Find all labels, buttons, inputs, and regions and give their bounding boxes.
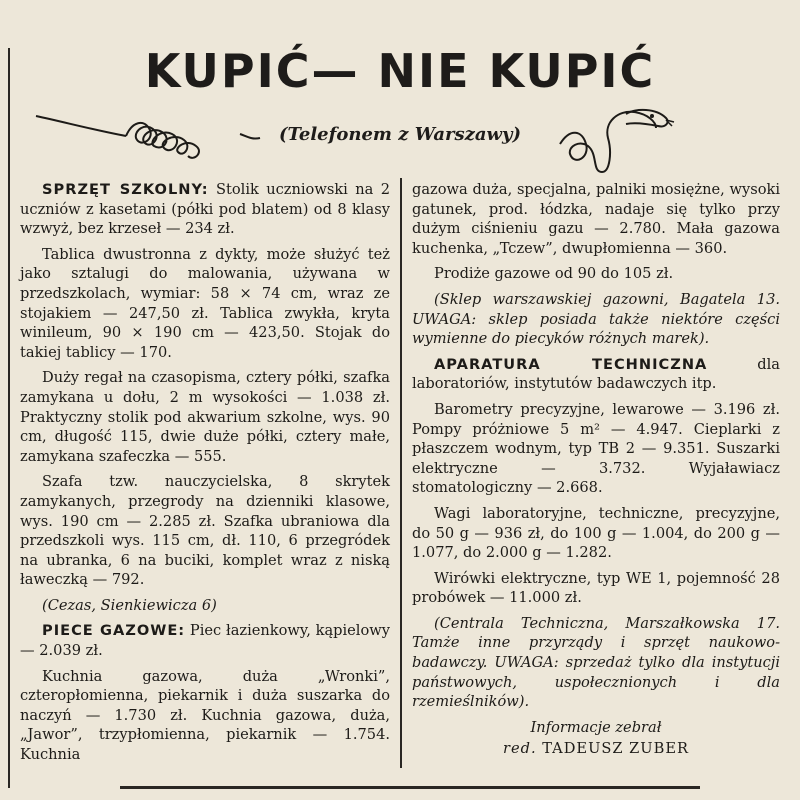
bottom-border-rule (120, 786, 700, 789)
source-note-gasworks: (Sklep warszawskiej gazowni, Bagatela 13. UWAGA: sklep posiada także niektóre części wymienne do piecyków różnych marek). (412, 290, 780, 348)
signature-line: Informacje zebrał (530, 718, 662, 736)
page-title: KUPIĆ— NIE KUPIĆ (144, 44, 656, 98)
school-equipment-paragraph (20, 180, 390, 239)
gas-cooker-paragraph: Kuchnia gazowa, duża „Wronki”, czteropłomienna, piekarnik i duża suszarka do naczyń — 1.730 zł. Kuchnia gazowa, duża, „Jawor”, trzypłomienna, piekarnik — 1.754. Kuchnia (20, 667, 390, 764)
technical-apparatus-paragraph (412, 355, 780, 394)
barometers-paragraph: Barometry precyzyjne, lewarowe — 3.196 zł. Pompy próżniowe 5 m² — 4.947. Cieplarki z płaszczem wodnym, typ TB 2 — 9.351. Suszarki elektryczne — 3.732. Wyjaławiacz stomatologiczny — 2.668. (412, 400, 780, 497)
author-name: TADEUSZ ZUBER (542, 740, 689, 758)
wardrobe-paragraph: Szafa tzw. nauczycielska, 8 skrytek zamykanych, przegrody na dzienniki klasowe, wys. 190 cm — 2.285 zł. Szafka ubraniowa dla przedszkoli wys. 115 cm, dł. 110, 6 przegródek na ubranka, 6 na buciki, komplet wraz z niską ławeczką — 792. (20, 473, 390, 589)
gas-cooker-continued: gazowa duża, specjalna, palniki mosiężne, wysoki gatunek, prod. łódzka, nadaje się tylko przy dużym ciśnieniu gazu — 2.780. Mała gazowa kuchenka, „Tczew”, dwupłomienna — 360. (412, 181, 780, 257)
bathroom-heater-text: Piec łazienkowy, kąpielowy — 2.039 zł. (20, 622, 390, 660)
technical-apparatus-intro: dla laboratoriów, instytutów badawczych itp. (412, 355, 780, 393)
left-column (20, 180, 390, 771)
page-subtitle: (Telefonem z Warszawy) (279, 124, 521, 145)
school-desk-text: Stolik uczniowski na 2 uczniów z kasetami (półki pod blatem) od 8 klasy wzwyż, bez krzeseł — 234 zł. (20, 181, 391, 238)
section-heading-technical-apparatus: APARATURA TECHNICZNA (434, 355, 708, 373)
prodize-paragraph: Prodiże gazowe od 90 do 105 zł. (434, 265, 674, 283)
centrifuges-paragraph: Wirówki elektryczne, typ WE 1, pojemność 28 probówek — 11.000 zł. (412, 569, 780, 607)
column-divider (400, 178, 402, 768)
right-column (412, 180, 780, 759)
author-line (412, 739, 780, 759)
section-heading-gas-stoves: PIECE GAZOWE: (42, 622, 186, 640)
shelf-paragraph: Duży regał na czasopisma, cztery półki, szafka zamykana u dołu, 2 m wysokości — 1.038 zł. Praktyczny stolik pod akwarium szkolne, wys. 90 cm, długość 115, dwie duże półki, cztery małe, zamykana szafeczka — 555. (20, 369, 390, 465)
author-label: red. (503, 740, 537, 758)
blackboard-paragraph: Tablica dwustronna z dykty, może służyć też jako sztalugi do malowania, używana w przedszkolach, wymiar: 58 × 74 cm, wraz ze stojakiem — 247,50 zł. Tablica zwykła, kryta winileum, 90 × 190 cm — 423,50. Stojak do takiej tablicy — 170. (20, 245, 390, 361)
source-note-cezas: (Cezas, Sienkiewicza 6) (42, 596, 217, 614)
left-border-rule (8, 48, 10, 788)
scales-paragraph: Wagi laboratoryjne, techniczne, precyzyjne, do 50 g — 936 zł, do 100 g — 1.004, do 200 g — 1.077, do 2.000 g — 1.282. (412, 504, 780, 562)
source-note-central: (Centrala Techniczna, Marszałkowska 17. Tamże inne przyrządy i sprzęt naukowo-badawczy. UWAGA: sprzedaż tylko dla instytucji państwowych, uspołecznionych i dla rzemieślników). (412, 614, 780, 711)
snake-doodle-icon (556, 104, 676, 174)
section-heading-school-equipment: SPRZĘT SZKOLNY: (42, 181, 209, 198)
gas-stoves-paragraph (20, 621, 390, 660)
